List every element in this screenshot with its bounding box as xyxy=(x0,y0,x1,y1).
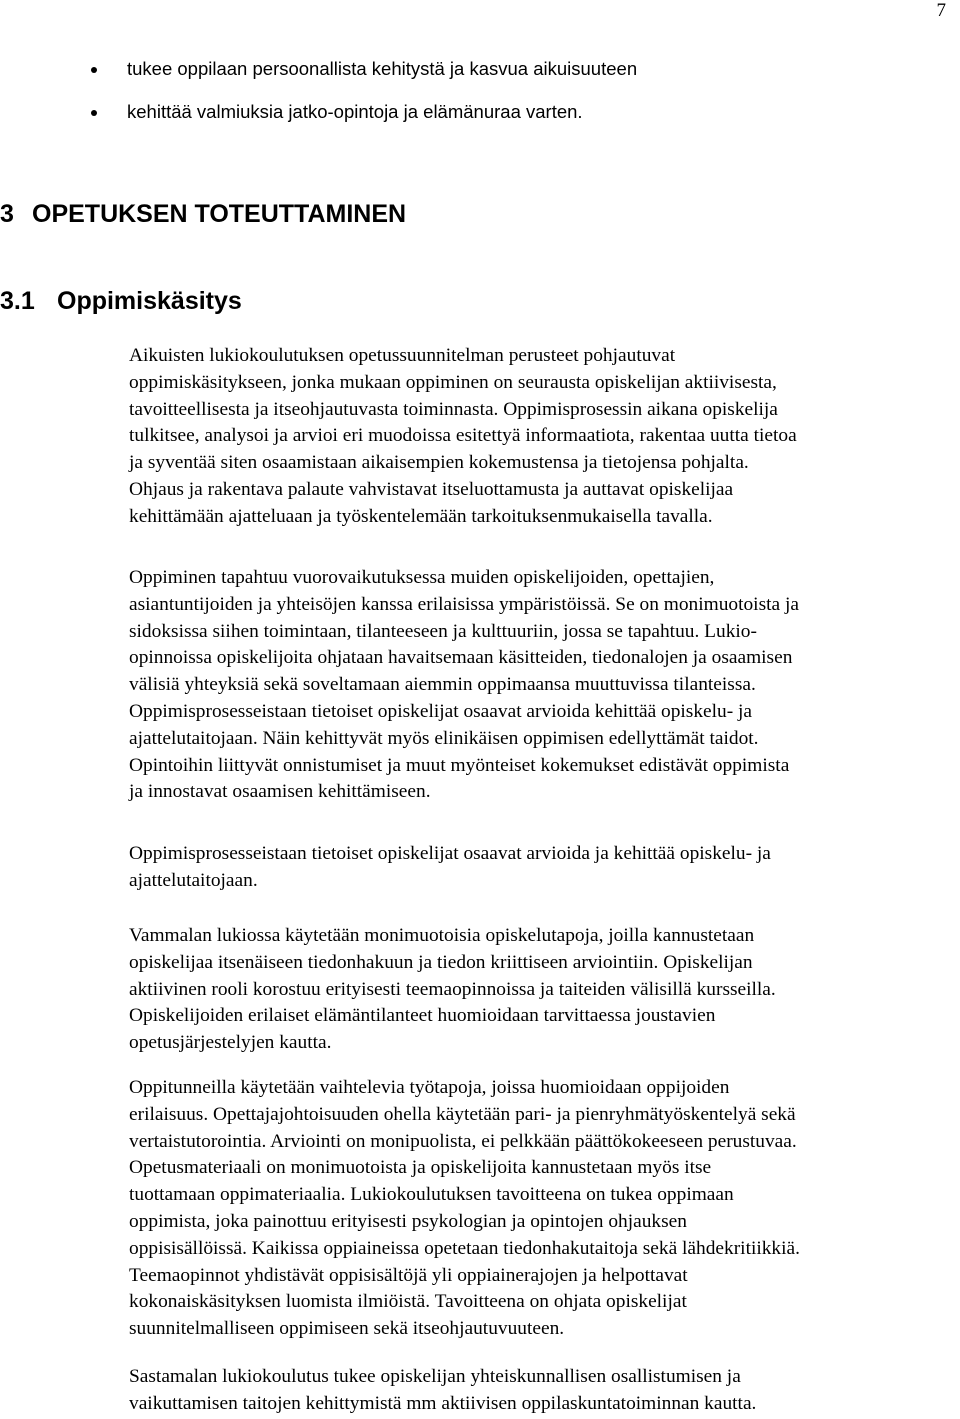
text-line: opetusjärjestelyjen kautta. xyxy=(129,1032,332,1054)
text-line: opiskelijaa itsenäiseen tiedonhakuun ja tiedon kriittiseen arviointiin. Opiskelijan xyxy=(129,951,753,973)
text-line: Teemaopinnot yhdistävät oppisisältöjä yli oppiainerajojen ja helpottavat xyxy=(129,1264,688,1286)
text-line: Sastamalan lukiokoulutus tukee opiskelijan yhteiskunnallisen osallistumisen ja xyxy=(129,1366,741,1387)
paragraph xyxy=(129,343,959,531)
text-line: Oppiminen tapahtuu vuorovaikutuksessa muiden opiskelijoiden, opettajien, xyxy=(129,567,715,588)
bullet-text: kehittää valmiuksia jatko-opintoja ja elämänuraa varten. xyxy=(127,101,583,122)
text-line: Oppimisprosesseistaan tietoiset opiskelijat osaavat arvioida kehittää opiskelu- ja xyxy=(129,700,753,722)
paragraph xyxy=(129,841,959,895)
bullet-item xyxy=(0,101,637,123)
text-line: Oppitunneilla käytetään vaihtelevia työtapoja, joissa huomioidaan oppijoiden xyxy=(129,1077,730,1098)
text-line: oppisisällöissä. Kaikissa oppiaineissa opetetaan tiedonhakutaitoja sekä lähdekritiikkiä. xyxy=(129,1237,800,1259)
paragraph xyxy=(129,923,959,1057)
text-line: Aikuisten lukiokoulutuksen opetussuunnitelman perusteet pohjautuvat xyxy=(129,345,676,366)
text-line: suunnitelmalliseen oppimiseen sekä itseohjautuvuuteen. xyxy=(129,1318,565,1340)
text-line: Ohjaus ja rakentava palaute vahvistavat itseluottamusta ja auttavat opiskelijaa xyxy=(129,478,734,500)
text-line: tuottamaan oppimateriaalia. Lukiokoulutuksen tavoitteena on tukea oppimaan xyxy=(129,1184,734,1206)
text-line: asiantuntijoiden ja yhteisöjen kanssa erilaisissa ympäristöissä. Se on monimuotoista ja xyxy=(129,593,799,615)
text-line: Opiskelijoiden erilaiset elämäntilanteet huomioidaan tarvittaessa joustavien xyxy=(129,1005,716,1027)
text-line: opinnoissa opiskelijoita ohjataan havaitsemaan käsitteiden, tiedonalojen ja osaamisen xyxy=(129,647,793,669)
text-line: Opetusmateriaali on monimuotoista ja opiskelijoita kannustetaan myös itse xyxy=(129,1157,712,1179)
section-heading xyxy=(0,197,406,231)
paragraph xyxy=(129,565,959,806)
bullet-text: tukee oppilaan persoonallista kehitystä ja kasvua aikuisuuteen xyxy=(127,58,638,79)
text-line: oppimista, joka painottuu erityisesti psykologian ja opintojen ohjauksen xyxy=(129,1210,687,1232)
text-line: ajattelutaitojaan. Näin kehittyvät myös elinikäisen oppimisen edellyttämät taidot. xyxy=(129,727,759,749)
text-line: aktiivinen rooli korostuu erityisesti teemaopinnoissa ja taiteiden välisillä kursseilla. xyxy=(129,978,776,1000)
page-number: 7 xyxy=(936,0,946,21)
text-line: ja innostavat osaamisen kehittämiseen. xyxy=(129,781,431,803)
text-line: kokonaiskäsityksen luomista ilmiöistä. Tavoitteena on ohjata opiskelijat xyxy=(129,1291,687,1313)
text-line: vertaistutorointia. Arviointi on monipuolista, ei pelkkään päättökokeeseen perustuvaa. xyxy=(129,1130,797,1152)
text-line: erilaisuus. Opettajajohtoisuuden ohella käytetään pari- ja pienryhmätyöskentelyä sekä xyxy=(129,1103,796,1125)
text-line: sidoksissa siihen toimintaan, tilanteeseen ja kulttuuriin, jossa se tapahtuu. Lukio- xyxy=(129,620,757,642)
bullet-item xyxy=(0,58,637,80)
text-line: tavoitteellisesta ja itseohjautuvasta toiminnasta. Oppimisprosessin aikana opiskelija xyxy=(129,398,778,420)
text-line: Opintoihin liittyvät onnistumiset ja muut myönteiset kokemukset edistävät oppimista xyxy=(129,754,790,776)
subsection-heading xyxy=(0,284,242,318)
section-number: 3 xyxy=(0,200,14,228)
text-line: ja syventää siten osaamistaan aikaisempien kokemustensa ja tietojensa pohjalta. xyxy=(129,452,749,474)
paragraph xyxy=(129,1364,959,1418)
text-line: oppimiskäsitykseen, jonka mukaan oppiminen on seurausta opiskelijan aktiivisesta, xyxy=(129,371,777,393)
bullet-dot-icon xyxy=(91,110,97,116)
paragraph xyxy=(129,1075,959,1343)
subsection-title: Oppimiskäsitys xyxy=(57,287,242,315)
section-title: OPETUKSEN TOTEUTTAMINEN xyxy=(32,200,407,228)
bullet-list xyxy=(0,58,637,144)
subsection-number: 3.1 xyxy=(0,287,35,315)
text-line: kehittämään ajatteluaan ja työskentelemään tarkoituksenmukaisella tavalla. xyxy=(129,505,713,527)
text-line: Oppimisprosesseistaan tietoiset opiskelijat osaavat arvioida ja kehittää opiskelu- ja xyxy=(129,843,771,864)
text-line: välisiä yhteyksiä sekä soveltamaan aiemmin oppimaansa muuttuvissa tilanteissa. xyxy=(129,674,756,696)
text-line: ajattelutaitojaan. xyxy=(129,869,258,891)
bullet-dot-icon xyxy=(91,67,97,73)
text-line: tulkitsee, analysoi ja arvioi eri muodoissa esitettyä informaatiota, rakentaa uutta tietoa xyxy=(129,425,797,447)
text-line: Vammalan lukiossa käytetään monimuotoisia opiskelutapoja, joilla kannustetaan xyxy=(129,925,755,946)
text-line: vaikuttamisen taitojen kehittymistä mm aktiivisen oppilaskuntatoiminnan kautta. xyxy=(129,1392,757,1414)
